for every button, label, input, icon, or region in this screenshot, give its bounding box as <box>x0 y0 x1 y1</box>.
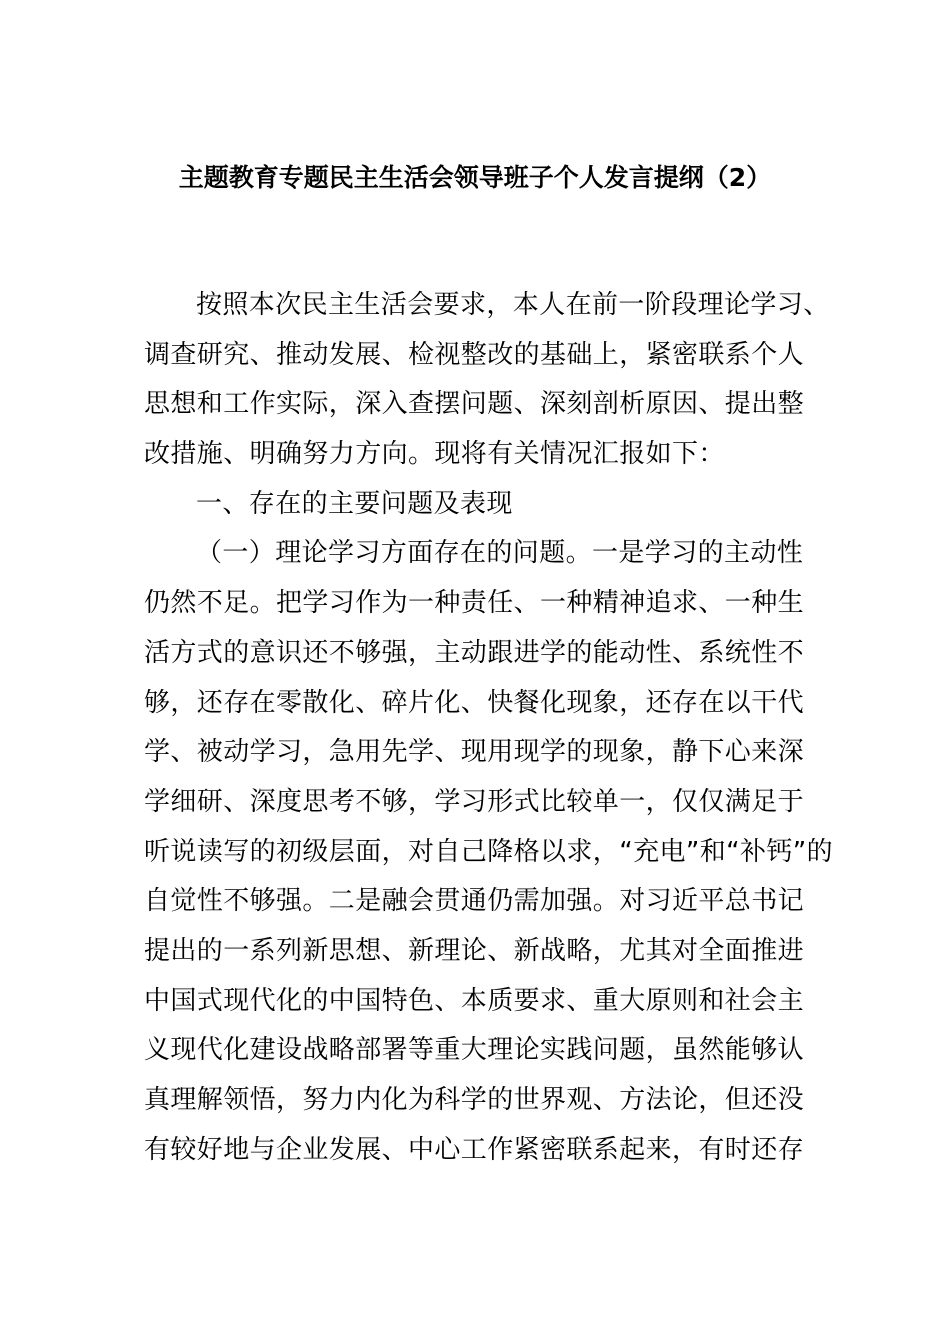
paragraph-line: 改措施、明确努力方向。现将有关情况汇报如下： <box>144 439 725 470</box>
paragraph-line: 按照本次民主生活会要求，本人在前一阶段理论学习、 <box>196 290 830 320</box>
paragraph-line: 调查研究、推动发展、检视整改的基础上，紧密联系个人 <box>144 339 805 370</box>
paragraph-line: 真理解领悟，努力内化为科学的世界观、方法论，但还没 <box>144 1085 805 1115</box>
paragraph-line: 活方式的意识还不够强，主动跟进学的能动性、系统性不 <box>144 637 805 668</box>
paragraph-line: 够，还存在零散化、碎片化、快餐化现象，还存在以干代 <box>144 687 805 718</box>
document-body <box>144 281 834 1175</box>
paragraph-line: 学、被动学习，急用先学、现用现学的现象，静下心来深 <box>144 737 805 768</box>
paragraph-line: 学细研、深度思考不够，学习形式比较单一，仅仅满足于 <box>144 786 805 817</box>
paragraph-line: 有较好地与企业发展、中心工作紧密联系起来，有时还存 <box>144 1134 805 1165</box>
paragraph-line: 提出的一系列新思想、新理论、新战略，尤其对全面推进 <box>144 935 805 966</box>
section-heading: 一、存在的主要问题及表现 <box>196 488 513 519</box>
paragraph-line: 自觉性不够强。二是融会贯通仍需加强。对习近平总书记 <box>144 886 805 917</box>
paragraph-line: 义现代化建设战略部署等重大理论实践问题，虽然能够认 <box>144 1035 805 1066</box>
paragraph-line: （一）理论学习方面存在的问题。一是学习的主动性 <box>196 538 804 569</box>
paragraph-line: 听说读写的初级层面，对自己降格以求，“充电”和“补钙”的 <box>144 836 834 867</box>
paragraph-line: 仍然不足。把学习作为一种责任、一种精神追求、一种生 <box>144 588 805 619</box>
document-title: 主题教育专题民主生活会领导班子个人发言提纲（2） <box>178 163 772 192</box>
paragraph-line: 思想和工作实际，深入查摆问题、深刻剖析原因、提出整 <box>144 389 805 420</box>
paragraph-line: 中国式现代化的中国特色、本质要求、重大原则和社会主 <box>144 985 805 1016</box>
